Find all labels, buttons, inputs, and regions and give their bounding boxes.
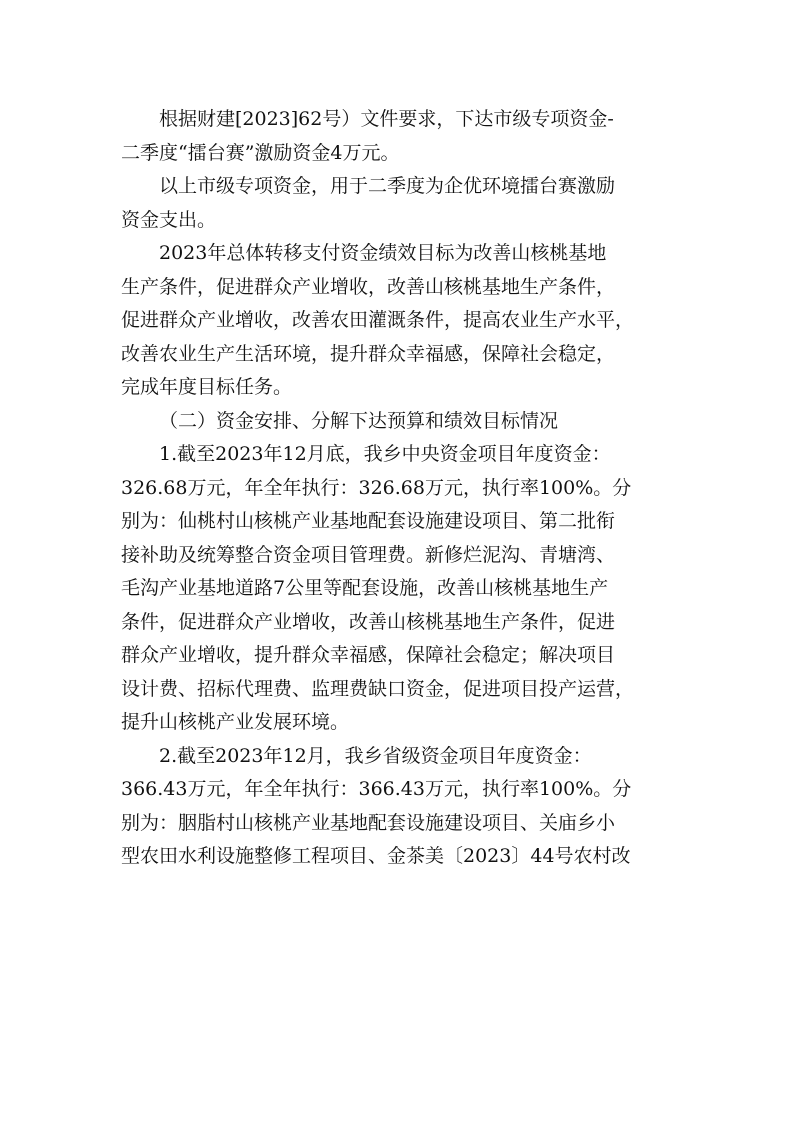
text-line: （二）资金安排、分解下达预算和绩效目标情况 xyxy=(159,409,559,432)
text-line: 别为：仙桃村山核桃产业基地配套设施建设项目、第二批衔 xyxy=(121,510,616,532)
text-line: 以上市级专项资金，用于二季度为企优环境擂台赛激励 xyxy=(159,175,616,197)
text-line: 资金支出。 xyxy=(121,208,217,231)
text-line: 二季度“擂台赛”激励资金4万元。 xyxy=(121,141,400,164)
text-line: 接补助及统筹整合资金项目管理费。新修烂泥沟、青塘湾、 xyxy=(121,543,616,566)
text-line: 条件，促进群众产业增收，改善山核桃基地生产条件，促进 xyxy=(121,610,616,633)
text-line: 生产条件，促进群众产业增收，改善山核桃基地生产条件， xyxy=(121,275,616,298)
text-line: 型农田水利设施整修工程项目、金茶美〔2023〕44号农村改 xyxy=(121,845,631,867)
text-line: 毛沟产业基地道路7公里等配套设施，改善山核桃基地生产 xyxy=(121,577,609,599)
body-text xyxy=(121,103,681,874)
text-line: 完成年度目标任务。 xyxy=(121,376,293,398)
text-line: 促进群众产业增收，改善农田灌溉条件，提高农业生产水平， xyxy=(121,309,635,331)
text-line: 别为：胭脂村山核桃产业基地配套设施建设项目、关庙乡小 xyxy=(121,811,616,834)
text-line: 改善农业生产生活环境，提升群众幸福感，保障社会稳定， xyxy=(121,342,616,365)
text-line: 根据财建[2023]62号）文件要求，下达市级专项资金- xyxy=(159,108,614,130)
text-line: 366.43万元，年全年执行：366.43万元，执行率100%。分 xyxy=(121,778,632,800)
text-line: 2.截至2023年12月，我乡省级资金项目年度资金： xyxy=(159,744,592,767)
text-line: 提升山核桃产业发展环境。 xyxy=(121,711,350,733)
text-line: 2023年总体转移支付资金绩效目标为改善山核桃基地 xyxy=(159,242,607,264)
text-line: 群众产业增收，提升群众幸福感，保障社会稳定；解决项目 xyxy=(121,644,616,666)
text-line: 1.截至2023年12月底，我乡中央资金项目年度资金： xyxy=(159,443,611,465)
text-line: 326.68万元，年全年执行：326.68万元，执行率100%。分 xyxy=(121,476,632,499)
text-line: 设计费、招标代理费、监理费缺口资金，促进项目投产运营， xyxy=(121,677,635,700)
